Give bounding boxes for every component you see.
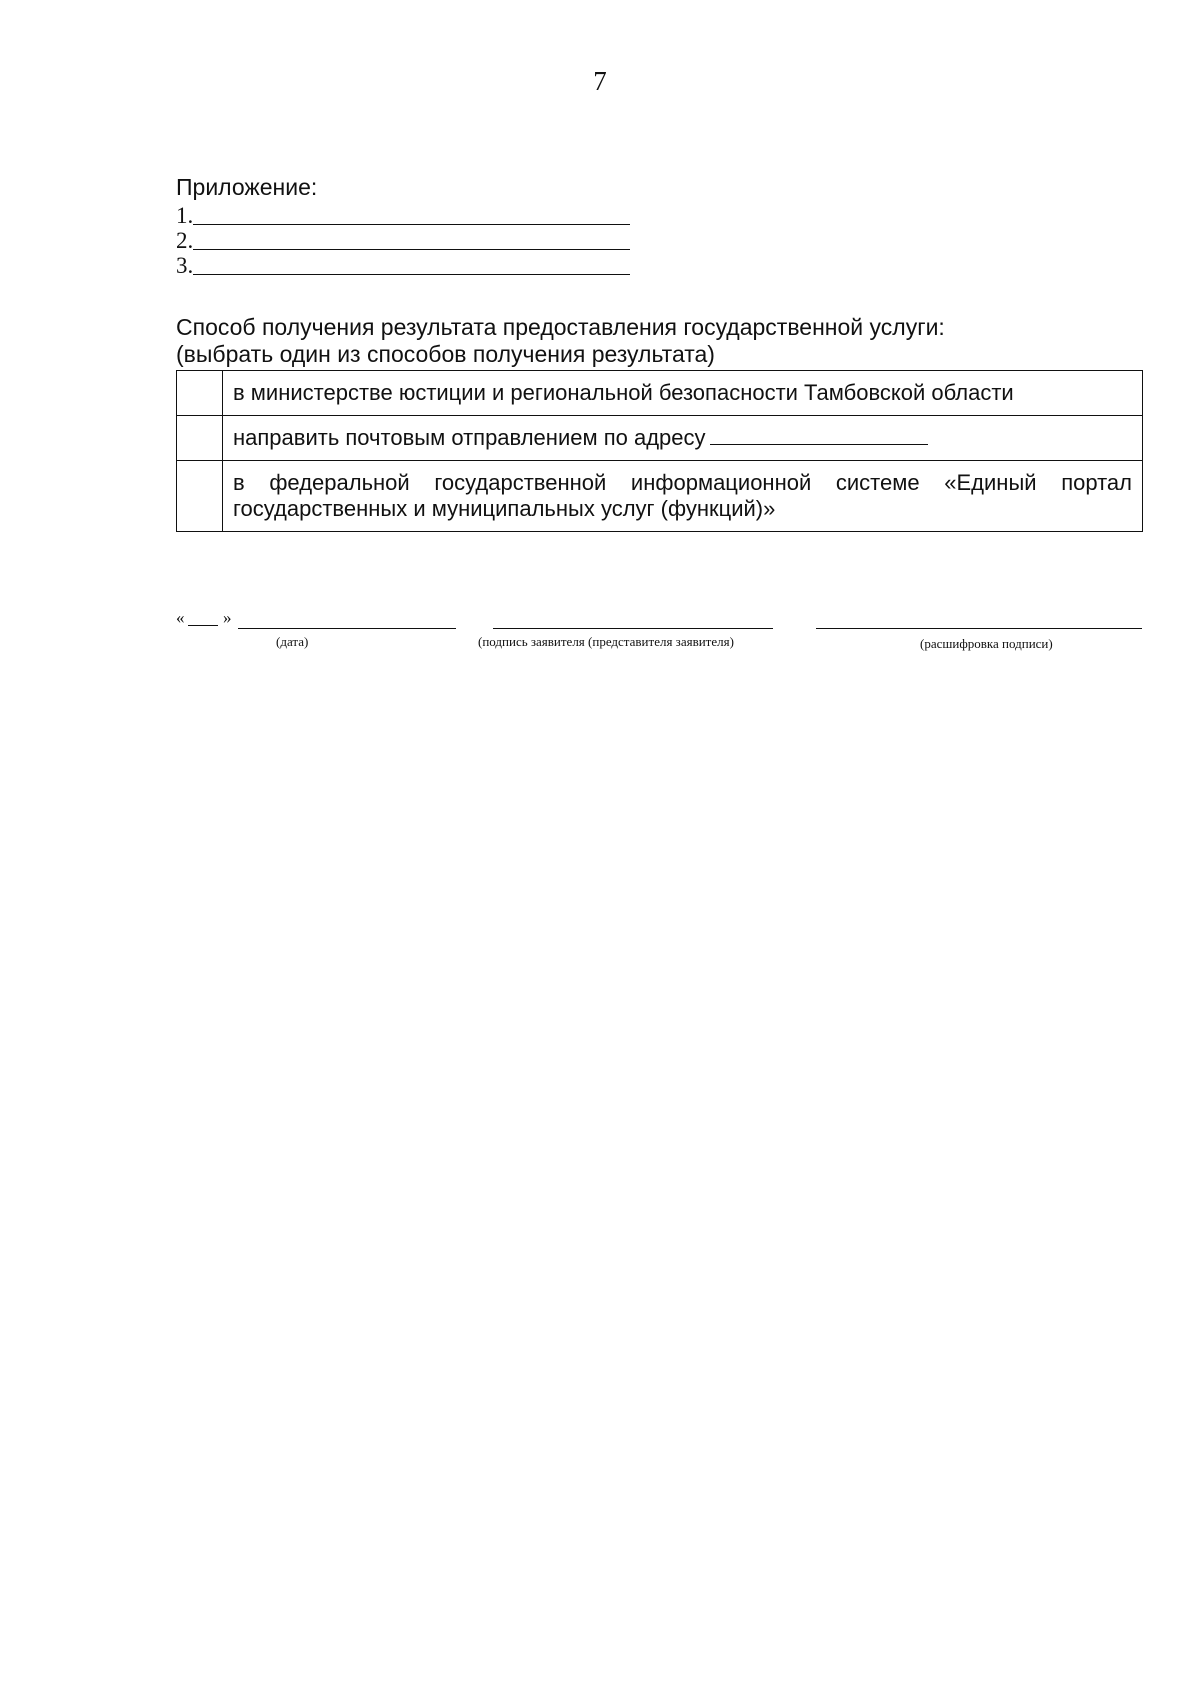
- appendix-item-number: 1.: [176, 203, 194, 228]
- option-checkbox-ministry[interactable]: [177, 371, 223, 416]
- option-checkbox-post[interactable]: [177, 416, 223, 461]
- option-row-portal: [177, 461, 1143, 532]
- appendix-blank-field[interactable]: [193, 204, 630, 225]
- option-label-post: направить почтовым отправлением по адресу: [233, 425, 706, 450]
- appendix-blank-field[interactable]: [193, 254, 630, 275]
- option-label-portal-line2: государственных и муниципальных услуг (функций)»: [233, 496, 776, 521]
- date-quote-close: »: [223, 608, 232, 627]
- appendix-item-2: [176, 228, 630, 253]
- appendix-title: Приложение:: [176, 174, 318, 200]
- option-label-portal-line1: в федеральной государственной информационной системе «Единый портал: [233, 470, 1132, 495]
- appendix-section: [176, 175, 630, 278]
- day-blank-field[interactable]: [188, 625, 218, 626]
- result-method-subheading: (выбрать один из способов получения результата): [176, 341, 715, 367]
- signature-row: [176, 608, 1146, 658]
- option-row-ministry: [177, 371, 1143, 416]
- signature-caption: (подпись заявителя (представителя заявителя): [478, 634, 734, 649]
- signature-decode-caption: (расшифровка подписи): [920, 636, 1053, 651]
- date-caption: (дата): [276, 634, 309, 649]
- date-blank-field[interactable]: [238, 628, 456, 629]
- appendix-item-number: 2.: [176, 228, 194, 253]
- date-quote-open: «: [176, 608, 185, 627]
- result-method-section: [176, 314, 945, 368]
- signature-decode-blank-field[interactable]: [816, 628, 1142, 629]
- option-row-post: [177, 416, 1143, 461]
- option-label-ministry: в министерстве юстиции и региональной безопасности Тамбовской области: [233, 380, 1014, 405]
- appendix-blank-field[interactable]: [193, 229, 630, 250]
- address-blank-field[interactable]: [710, 426, 928, 445]
- appendix-item-number: 3.: [176, 253, 194, 278]
- option-checkbox-portal[interactable]: [177, 461, 223, 532]
- appendix-item-1: [176, 203, 630, 228]
- result-method-heading: Способ получения результата предоставления государственной услуги:: [176, 314, 945, 340]
- page-number: 7: [593, 66, 607, 96]
- appendix-item-3: [176, 253, 630, 278]
- result-method-table: [176, 370, 1143, 532]
- signature-blank-field[interactable]: [493, 628, 773, 629]
